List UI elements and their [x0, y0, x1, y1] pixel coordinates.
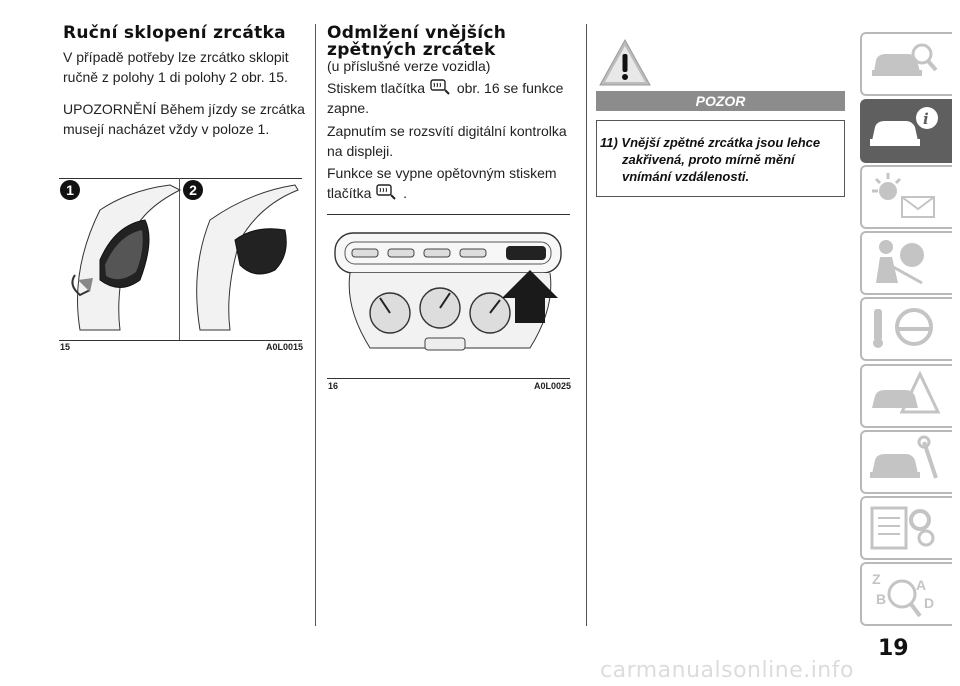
figure16-bottom-rule: [327, 378, 570, 379]
car-maintenance-icon: [862, 432, 942, 488]
warning-text: [600, 134, 840, 185]
figure16-top-rule: [327, 214, 570, 215]
tab-alphabetical-index[interactable]: [860, 562, 952, 626]
figure-16-code: A0L0025: [534, 381, 572, 391]
section-title-manual-folding: Ruční sklopení zrcátka: [63, 23, 286, 43]
paragraph-indicator-line1: Zapnutím se rozsvítí digitální kontrolka: [327, 123, 567, 139]
figure-badge-2: 2: [183, 180, 203, 200]
paragraph-warning-line2: musejí nacházet vždy v poloze 1.: [63, 121, 270, 137]
car-search-icon: [862, 34, 942, 90]
paragraph-press-text-a: Stiskem tlačítka: [327, 80, 426, 96]
figure-badge-1: 1: [60, 180, 80, 200]
figure-16-number: 16: [328, 381, 339, 391]
figure-bottom-rule: [59, 340, 302, 341]
svg-text:A: A: [916, 577, 927, 593]
mirror-folding-illustration: [60, 180, 300, 340]
paragraph-off-line1: Funkce se vypne opětovným stiskem: [327, 165, 557, 181]
heated-mirror-icon: [429, 79, 453, 95]
column-rule-1: [315, 24, 316, 626]
car-emergency-icon: [862, 366, 942, 422]
watermark: carmanualsonline.info: [600, 658, 854, 683]
section-title-demisting-line2: zpětných zrcátek: [327, 40, 496, 60]
tab-maintenance[interactable]: [860, 430, 952, 494]
steering-wheel-key-icon: [862, 299, 942, 355]
tab-emergency[interactable]: [860, 364, 952, 428]
warning-label: POZOR: [596, 91, 845, 111]
tab-airbag[interactable]: [860, 231, 952, 295]
technical-data-icon: [862, 498, 942, 554]
paragraph-press-text-b: obr. 16 se funkce: [456, 80, 564, 96]
paragraph-off-line2: [327, 183, 407, 203]
airbag-passenger-icon: [862, 233, 942, 289]
svg-text:i: i: [923, 110, 929, 128]
column-rule-2: [586, 24, 587, 626]
warning-lights-icon: [862, 167, 942, 223]
paragraph-indicator-line2: na displeji.: [327, 143, 394, 159]
section-title-demisting-line1: Odmlžení vnějších: [327, 23, 507, 43]
version-note: (u příslušné verze vozidla): [327, 58, 491, 74]
paragraph-press-text-c: zapne.: [327, 100, 370, 116]
paragraph-folding-line1: V případě potřeby lze zrcátko sklopit: [63, 49, 289, 65]
warning-triangle-icon: [598, 38, 652, 88]
alphabetical-index-icon: [862, 564, 942, 620]
svg-text:D: D: [924, 595, 935, 611]
climate-control-panel-illustration: [330, 228, 566, 358]
figure-top-rule: [59, 178, 302, 179]
car-info-icon: [862, 101, 942, 157]
paragraph-off-text-a: tlačítka: [327, 185, 372, 201]
tab-steering-key[interactable]: [860, 297, 952, 361]
paragraph-folding-line2: ručně z polohy 1 di polohy 2 obr. 15.: [63, 69, 288, 85]
tab-technical-data[interactable]: [860, 496, 952, 560]
figure-15-number: 15: [60, 342, 71, 352]
svg-text:Z: Z: [872, 571, 881, 587]
heated-mirror-icon-2: [375, 184, 399, 200]
figure-15-code: A0L0015: [266, 342, 304, 352]
paragraph-off-text-b: .: [403, 185, 408, 201]
paragraph-press-button: [327, 78, 563, 98]
warning-line-1: 11) Vnější zpětné zrcátka jsou lehce: [600, 135, 821, 150]
page-number: 19: [878, 636, 909, 661]
warning-line-3: vnímání vzdálenosti.: [622, 169, 750, 184]
svg-text:B: B: [876, 591, 887, 607]
paragraph-warning-line1: UPOZORNĚNÍ Během jízdy se zrcátka: [63, 101, 305, 117]
warning-line-2: zakřivená, proto mírně mění: [622, 152, 795, 167]
tab-car-search[interactable]: [860, 32, 952, 96]
tab-warning-lights[interactable]: [860, 165, 952, 229]
tab-car-info[interactable]: [860, 99, 952, 163]
